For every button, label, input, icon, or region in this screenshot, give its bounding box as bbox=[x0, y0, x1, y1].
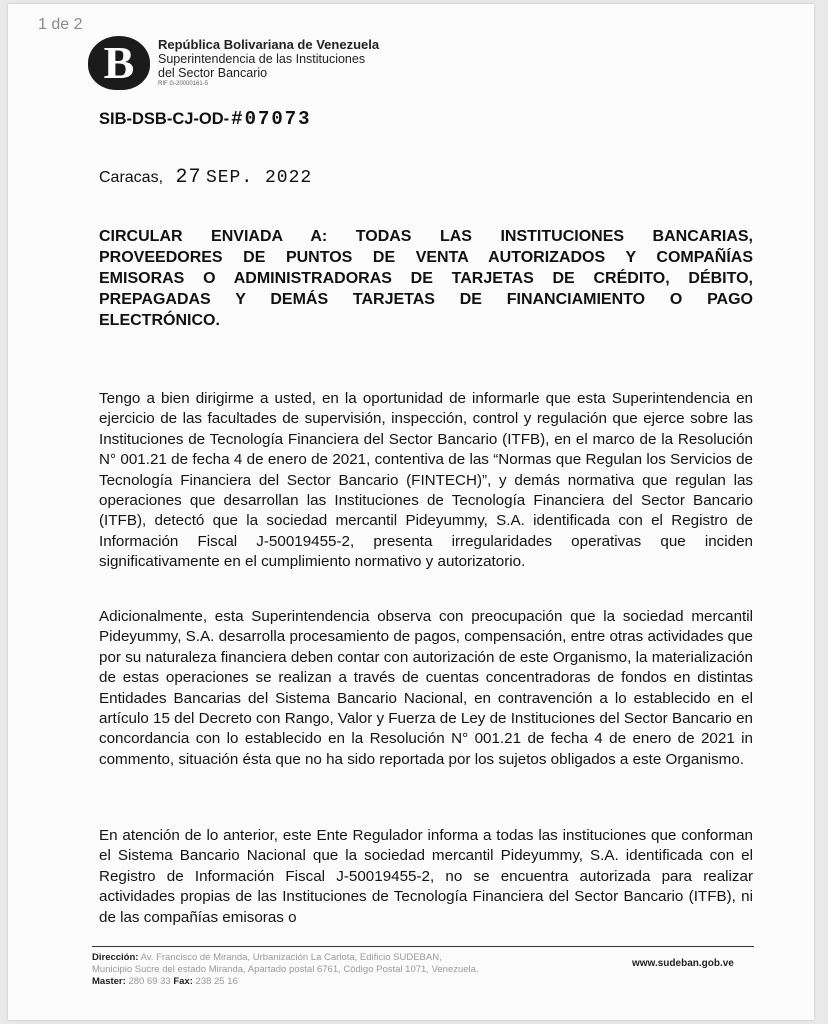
letterhead-org bbox=[158, 38, 379, 88]
reference-code bbox=[99, 108, 312, 130]
footer-fax-label: Fax: bbox=[173, 976, 193, 987]
date-city: Caracas, bbox=[99, 169, 164, 186]
sudeban-logo: B bbox=[88, 36, 150, 90]
letterhead-line3: del Sector Bancario bbox=[158, 66, 268, 80]
page-indicator: 1 de 2 bbox=[38, 16, 83, 33]
reference-number-stamp: #07073 bbox=[231, 108, 312, 130]
footer-address-line2: Municipio Sucre del estado Miranda, Apartado postal 6761, Código Postal 1071, Venezuela. bbox=[92, 964, 479, 975]
letterhead-line1: República Bolivariana de Venezuela bbox=[158, 37, 380, 52]
paragraph-2: Adicionalmente, esta Superintendencia observa con preocupación que la sociedad mercantil Pideyummy, S.A. desarrolla procesamiento de pagos, compensación, entre otras actividades que por su naturaleza financiera deben contar con autorización de este Organismo, la materialización de estas operaciones se realizan a través de cuentas concentradoras de fondos en distintas Entidades Bancarias del Sistema Bancario Nacional, en contravención a lo establecido en el artículo 15 del Decreto con Rango, Valor y Fuerza de Ley de Instituciones del Sector Bancario en concordancia con lo establecido en la Resolución N° 001.21 de fecha 4 de enero de 2021 in commento, situación ésta que no ha sido reportada por los sujetos obligados a este Organismo. bbox=[99, 608, 753, 768]
date-month-year-stamp: SEP. 2022 bbox=[205, 168, 313, 188]
reference-prefix: SIB-DSB-CJ-OD- bbox=[99, 110, 230, 128]
footer-master-value: 280 69 33 bbox=[128, 976, 171, 987]
footer-address-line1: Av. Francisco de Miranda, Urbanización La Carlota, Edificio SUDEBAN, bbox=[140, 952, 442, 963]
paragraph-3: En atención de lo anterior, este Ente Regulador informa a todas las instituciones que conforman el Sistema Bancario Nacional que la sociedad mercantil Pideyummy, S.A. identificada con el Registro de Información Fiscal J-50019455-2, no se encuentra autorizada para realizar actividades propias de las Instituciones de Tecnología Financiera del Sector Bancario (ITFB), ni de las compañías emisoras o bbox=[99, 827, 753, 926]
circular-heading: CIRCULAR ENVIADA A: TODAS LAS INSTITUCIONES BANCARIAS, PROVEEDORES DE PUNTOS DE VENTA AUTORIZADOS Y COMPAÑÍAS EMISORAS O ADMINISTRADORAS DE TARJETAS DE CRÉDITO, DÉBITO, PREPAGADAS Y DEMÁS TARJETAS DE FINANCIAMIENTO O PAGO ELECTRÓNICO. bbox=[99, 228, 753, 329]
footer-fax-value: 238 25 16 bbox=[195, 976, 238, 987]
footer-address-label: Dirección: bbox=[92, 952, 139, 963]
date-day-stamp: 27 bbox=[175, 166, 202, 189]
footer-website: www.sudeban.gob.ve bbox=[632, 958, 734, 969]
letterhead-line2: Superintendencia de las Instituciones bbox=[158, 52, 366, 66]
footer-address-block bbox=[92, 952, 612, 988]
letterhead-rif: RIF G-20000161-5 bbox=[158, 81, 209, 87]
paragraph-1: Tengo a bien dirigirme a usted, en la oportunidad de informarle que esta Superintendencia en ejercicio de las facultades de supervisión, inspección, control y regulación que ejerce sobre las Instituciones de Tecnología Financiera del Sector Bancario (ITFB), en el marco de la Resolución N° 001.21 de fecha 4 de enero de 2021, contentiva de las “Normas que Regulan los Servicios de Tecnología Financiera del Sector Bancario (FINTECH)”, y demás normativa que regulan las operaciones que desarrollan las Instituciones de Tecnología Financiera del Sector Bancario (ITFB), detectó que la sociedad mercantil Pideyummy, S.A. identificada con el Registro de Información Fiscal J-50019455-2, presenta irregularidades operativas que inciden significativamente en el cumplimiento normativo y autorizatorio. bbox=[99, 390, 753, 571]
document-date bbox=[99, 166, 312, 189]
footer-master-label: Master: bbox=[92, 976, 126, 987]
footer-divider bbox=[92, 946, 754, 947]
